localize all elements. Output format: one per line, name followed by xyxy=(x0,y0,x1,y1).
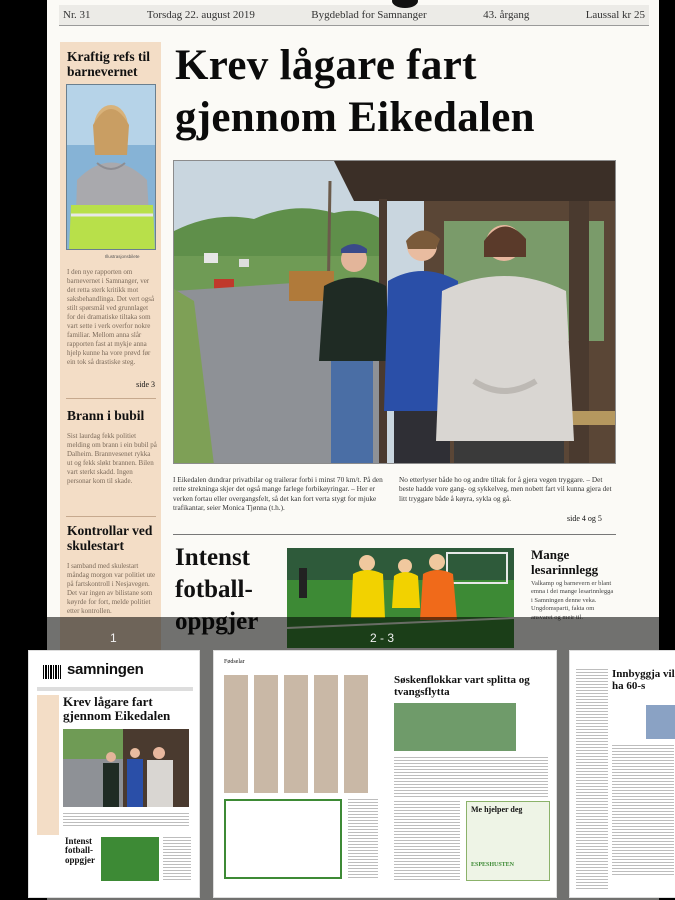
thumbnail-portrait-grid xyxy=(224,675,374,793)
story-headline[interactable]: Intenst fotball- xyxy=(175,544,253,603)
issue-date: Torsdag 22. august 2019 xyxy=(146,9,255,21)
thumbnail-text xyxy=(394,757,548,797)
barcode-icon xyxy=(43,665,61,679)
teaser-title[interactable]: Kontrollar ved skulestart xyxy=(67,523,153,553)
newspaper-logo: samningen xyxy=(67,661,144,678)
ad-headline: Me hjelper deg xyxy=(471,805,523,814)
teaser-body: I den nye rapporten om barnevernet i Samnanger, ver det retta sterk kritikk mot saksbehandlinga. Det vert også stilt spørsmål ved grunnlaget for dei dramatiske tiltaka som vart sette i verk overfor nokre familiar. Mellom anna slår rapporten fast at mykje anna hjelp kunne ha vore prøvd før ein tok så drastiske steg. xyxy=(67,268,155,366)
main-headline[interactable]: Krev lågare fart gjennom Eikedalen xyxy=(175,42,535,141)
thumbnail-text xyxy=(612,745,674,875)
thumbnail-pages-2-3[interactable] xyxy=(213,650,557,898)
thumbnail-section-title: Fødselar xyxy=(224,659,245,665)
masthead-strip xyxy=(37,687,193,691)
teaser-body: I samband med skulestart måndag morgon var politiet ute på fartskontroll i Nesjavegen. Det var ingen av bilistane som køyrde for fort, melde politiet etter kontrollen. xyxy=(67,562,156,615)
thumbnail-headline: Innbyggja vil ha 60-s xyxy=(612,668,675,692)
thumbnail-green-ad xyxy=(466,801,550,881)
divider xyxy=(66,516,156,517)
price: Laussal kr 25 xyxy=(585,9,645,21)
story-headline[interactable]: Mange lesarinnlegg xyxy=(531,547,599,577)
thumbnail-text xyxy=(348,799,378,879)
thumbnail-page-4[interactable] xyxy=(569,650,675,898)
thumbnail-landscape-photo xyxy=(394,703,516,751)
issue-number: Nr. 31 xyxy=(63,9,91,21)
ad-brand: ESPESHUSTEN xyxy=(471,862,515,868)
teaser-title[interactable]: Brann i bubil xyxy=(67,408,145,423)
page-thumbnail-tray[interactable] xyxy=(0,617,675,900)
teaser-sidebar xyxy=(60,42,161,662)
photo-caption: No etterlyser både ho og andre tiltak for å gjera vegen tryggare. – Det beste hadde vore gang- og sykkelveg, men nobett fart vil kunna gjera det litt tryggare både å køyra, sykla og gå. xyxy=(399,475,612,503)
thumbnail-page-1[interactable] xyxy=(28,650,200,898)
photo-caption: I Eikedalen dundrar privatbilar og trailerar forbi i minst 70 km/t. På den rette strekninga skjer det også mange farlege forbikøyringar. – Her er verken fortau eller overgangsfelt, så det kan fort verta stygt for mjuke trafikantar, seier Monica Tjønna (t.h.). xyxy=(173,475,383,513)
thumbnail-headline: Søskenflokkar vart splitta og tvangsflytta xyxy=(394,674,530,698)
sidebar-strip xyxy=(37,695,59,835)
eikedalen-road-photo xyxy=(174,161,616,464)
thumbnail-text xyxy=(576,669,608,889)
divider xyxy=(66,398,156,399)
thumbnail-photo xyxy=(63,729,189,807)
page-reference[interactable]: side 4 og 5 xyxy=(567,514,602,523)
thumbnail-road-photo xyxy=(63,729,189,807)
thumbnail-portrait-photo xyxy=(646,705,675,739)
thumbnail-text xyxy=(394,801,460,881)
masthead xyxy=(59,5,649,26)
girl-photo-illustration xyxy=(67,85,156,250)
story-body: Valkamp og barnevern er blant emna i dei mange lesarinnlegga i Samningen denne veka. Ungdomsparti, fakta om xyxy=(531,580,614,613)
page-number-label: 1 xyxy=(110,631,117,645)
teaser-body: Sist laurdag fekk politiet melding om brann i ein bubil på Dalheim. Brannvesenet rykka ut og fekk sløkt brannen. Bilen vart sterkt skadd. Ingen personar kom til skade. xyxy=(67,432,157,485)
photo-credit: Illustrasjonsbilete xyxy=(105,254,140,259)
page-number-label: 2 - 3 xyxy=(370,631,395,645)
page-reference[interactable]: side 3 xyxy=(136,380,155,389)
teaser-photo[interactable] xyxy=(66,84,156,250)
volume: 43. årgang xyxy=(483,9,530,21)
thumbnail-text xyxy=(163,837,191,881)
divider xyxy=(173,534,616,535)
main-photo[interactable] xyxy=(173,160,616,464)
thumbnail-text xyxy=(63,813,189,827)
thumbnail-football-photo xyxy=(101,837,159,881)
paper-name: Bygdeblad for Samnanger xyxy=(311,9,427,21)
thumbnail-ad-box xyxy=(224,799,342,879)
thumbnail-headline: Krev lågare fart gjennom Eikedalen xyxy=(63,694,171,723)
teaser-title[interactable]: Kraftig refs til barnevernet xyxy=(67,49,150,79)
thumbnail-story: Intenst fotball-oppgjer xyxy=(65,836,95,865)
